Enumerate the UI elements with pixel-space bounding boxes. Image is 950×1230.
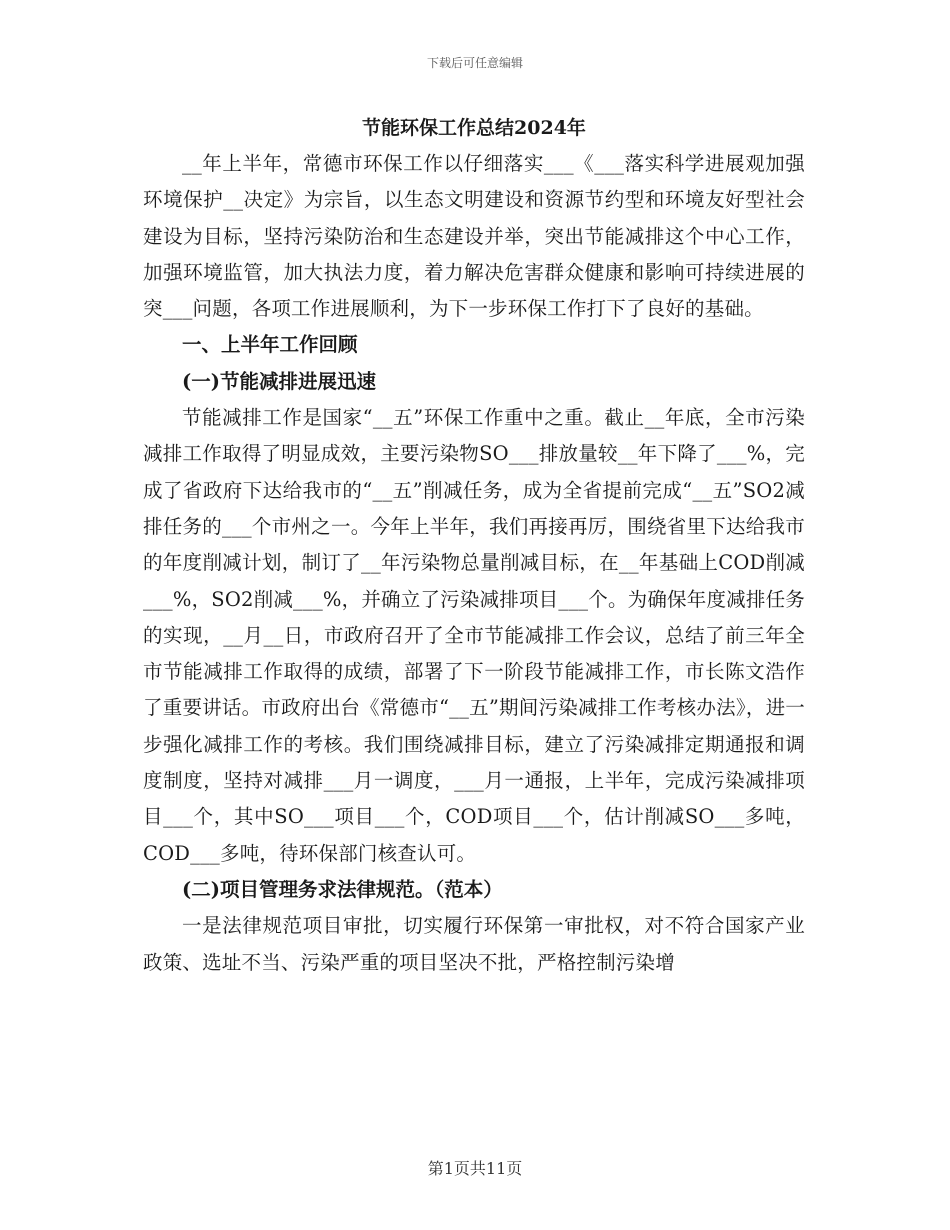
document-title: 节能环保工作总结2024年 [362, 117, 586, 139]
subsection-heading-energy-saving: (一)节能减排进展迅速 [182, 369, 376, 393]
page-number: 第1页共11页 [427, 1159, 523, 1178]
section-heading-review: 一、上半年工作回顾 [182, 333, 358, 357]
paragraph-project-approval: 一是法律规范项目审批，切实履行环保第一审批权，对不符合国家产业政策、选址不当、污染严重的项目坚决不批，严格控制污染增 [143, 914, 805, 974]
paragraph-energy-saving: 节能减排工作是国家“__五”环保工作重中之重。截止__年底，全市污染减排工作取得了明显成效，主要污染物SO___排放量较__年下降了___%，完成了省政府下达给我市的“__五”削减任务，成为全省提前完成“__五”SO2减排任务的___个市州之一。今年上半年，我们再接再厉，围绕省里下达给我市的年度削减计划，制订了__年污染物总量削减目标，在__年基础上COD削减___%，SO2削减___%，并确立了污染减排项目___个。为确保年度减排任务的实现，__月__日，市政府召开了全市节能减排工作会议，总结了前三年全市节能减排工作取得的成绩，部署了下一阶段节能减排工作，市长陈文浩作了重要讲话。市政府出台《常德市“__五”期间污染减排工作考核办法》，进一步强化减排工作的考核。我们围绕减排目标，建立了污染减排定期通报和调度制度，坚持对减排___月一调度，___月一通报，上半年，完成污染减排项目___个，其中SO___项目___个，COD项目___个，估计削减SO___多吨，COD___多吨，待环保部门核查认可。 [143, 406, 805, 865]
paragraph-intro: __年上半年，常德市环保工作以仔细落实___《___落实科学进展观加强环境保护__决定》为宗旨，以生态文明建设和资源节约型和环境友好型社会建设为目标，坚持污染防治和生态建设并举，突出节能减排这个中心工作，加强环境监管，加大执法力度，着力解决危害群众健康和影响可持续进展的突___问题，各项工作进展顺利，为下一步环保工作打下了良好的基础。 [143, 152, 805, 321]
document-body [143, 110, 805, 981]
page-header-note: 下载后可任意编辑 [426, 56, 523, 70]
subsection-heading-project-management: (二)项目管理务求法律规范。（范本） [182, 877, 503, 901]
